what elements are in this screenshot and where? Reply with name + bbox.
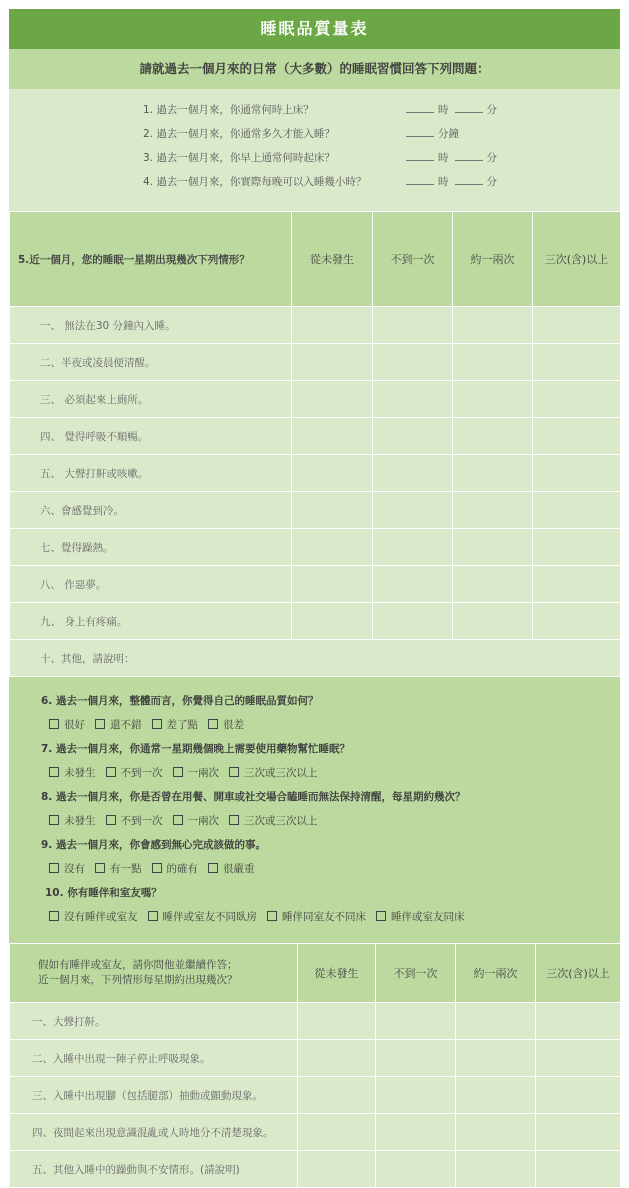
answer-cell[interactable] (292, 344, 373, 381)
column-header: 約一兩次 (456, 944, 536, 1003)
answer-cell[interactable] (292, 418, 373, 455)
checkbox-icon[interactable] (152, 719, 162, 729)
answer-cell[interactable] (453, 566, 533, 603)
table-row (10, 307, 621, 344)
answer-cell[interactable] (373, 381, 453, 418)
checkbox-icon[interactable] (267, 911, 277, 921)
answer-fields (400, 102, 497, 117)
options-row (49, 717, 254, 732)
row-label: 五、 大聲打鼾或咳嗽。 (10, 455, 292, 492)
checkbox-icon[interactable] (208, 863, 218, 873)
option[interactable] (267, 909, 366, 924)
question-text: 9. 過去一個月來，你會感到無心完成該做的事。 (41, 839, 266, 851)
option-label: 未發生 (64, 767, 96, 779)
table-row (10, 1040, 621, 1077)
question-text: 6. 過去一個月來，整體而言，你覺得自己的睡眠品質如何？ (41, 695, 319, 707)
answer-cell[interactable] (292, 529, 373, 566)
option[interactable] (229, 813, 318, 828)
column-header: 從未發生 (298, 944, 376, 1003)
answer-cell[interactable] (373, 418, 453, 455)
column-header: 不到一次 (376, 944, 456, 1003)
option[interactable] (173, 813, 220, 828)
answer-cell[interactable] (453, 307, 533, 344)
answer-cell[interactable] (298, 1003, 376, 1040)
answer-cell[interactable] (456, 1077, 536, 1114)
row-label: 二、半夜或凌晨便清醒。 (10, 344, 292, 381)
option-label: 三次或三次以上 (244, 767, 318, 779)
answer-cell[interactable] (536, 1151, 621, 1188)
answer-cell[interactable] (453, 603, 533, 640)
intro-question: 2. 過去一個月來，你通常多久才能入睡？ (143, 128, 335, 140)
option-label: 很差 (223, 719, 244, 731)
answer-cell[interactable] (536, 1040, 621, 1077)
checkbox-icon[interactable] (208, 719, 218, 729)
answer-cell[interactable] (376, 1151, 456, 1188)
form-subtitle: 請就過去一個月來的日常（大多數）的睡眠習慣回答下列問題： (9, 49, 620, 89)
checkbox-icon[interactable] (49, 815, 59, 825)
row-label: 六、會感覺到冷。 (10, 492, 292, 529)
option[interactable] (152, 861, 199, 876)
option-label: 未發生 (64, 815, 96, 827)
options-row (49, 861, 265, 876)
option-label: 一兩次 (187, 815, 219, 827)
answer-cell[interactable] (292, 307, 373, 344)
table-row (10, 1003, 621, 1040)
table-row (10, 1114, 621, 1151)
unit-label: 時 (438, 104, 449, 116)
answer-cell[interactable] (292, 455, 373, 492)
frequency-table-1 (9, 211, 621, 677)
row-label: 一、 無法在30 分鐘內入睡。 (10, 307, 292, 344)
answer-cell[interactable] (533, 603, 621, 640)
answer-cell[interactable] (533, 381, 621, 418)
answer-cell[interactable] (376, 1114, 456, 1151)
intro-question: 1. 過去一個月來，你通常何時上床？ (143, 104, 314, 116)
question-text: 7. 過去一個月來，你通常一星期幾個晚上需要使用藥物幫忙睡眠？ (41, 743, 350, 755)
answer-cell[interactable] (536, 1003, 621, 1040)
answer-cell[interactable] (456, 1151, 536, 1188)
checkbox-icon[interactable] (106, 767, 116, 777)
row-label: 三、入睡中出現腳（包括腿部）抽動或顫動現象。 (10, 1077, 298, 1114)
other-row (10, 640, 621, 677)
option-label: 沒有 (64, 863, 85, 875)
checkbox-icon[interactable] (49, 911, 59, 921)
answer-cell[interactable] (533, 344, 621, 381)
row-label: 一、大聲打鼾。 (10, 1003, 298, 1040)
answer-cell[interactable] (456, 1040, 536, 1077)
options-row (49, 765, 328, 780)
intro-question: 3. 過去一個月來，你早上通常何時起床？ (143, 152, 335, 164)
option[interactable] (95, 861, 142, 876)
checkbox-icon[interactable] (173, 767, 183, 777)
option[interactable] (152, 717, 199, 732)
checkbox-icon[interactable] (229, 767, 239, 777)
option-label: 沒有睡伴或室友 (64, 911, 138, 923)
option-label: 睡伴同室友不同床 (282, 911, 366, 923)
option-label: 一兩次 (187, 767, 219, 779)
option-label: 很好 (64, 719, 85, 731)
table2-question (10, 944, 298, 1003)
table-row (10, 566, 621, 603)
table-row (10, 492, 621, 529)
answer-blank[interactable] (455, 150, 483, 161)
option[interactable] (208, 861, 255, 876)
unit-label: 分 (486, 176, 497, 188)
answer-cell[interactable] (533, 529, 621, 566)
table1-question: 5.近一個月，您的睡眠一星期出現幾次下列情形？ (10, 212, 292, 307)
option[interactable] (106, 765, 163, 780)
answer-cell[interactable] (373, 455, 453, 492)
checkbox-icon[interactable] (106, 815, 116, 825)
multiple-choice-block (9, 677, 620, 943)
checkbox-icon[interactable] (152, 863, 162, 873)
column-header: 約一兩次 (453, 212, 533, 307)
answer-cell[interactable] (298, 1040, 376, 1077)
row-label: 二、入睡中出現一陣子停止呼吸現象。 (10, 1040, 298, 1077)
option[interactable] (229, 765, 318, 780)
option[interactable] (49, 813, 96, 828)
option-label: 很嚴重 (223, 863, 255, 875)
option-label: 不到一次 (120, 767, 163, 779)
option[interactable] (173, 765, 220, 780)
option[interactable] (148, 909, 258, 924)
answer-cell[interactable] (298, 1151, 376, 1188)
answer-cell[interactable] (376, 1040, 456, 1077)
checkbox-icon[interactable] (49, 863, 59, 873)
option-label: 三次或三次以上 (244, 815, 318, 827)
answer-cell[interactable] (373, 344, 453, 381)
options-row (49, 909, 475, 924)
column-header: 三次(含)以上 (533, 212, 621, 307)
checkbox-icon[interactable] (173, 815, 183, 825)
option-label: 睡伴或室友不同臥房 (162, 911, 257, 923)
table-row (10, 603, 621, 640)
form-title: 睡眠品質量表 (9, 9, 620, 49)
answer-cell[interactable] (373, 529, 453, 566)
option-label: 差了點 (166, 719, 198, 731)
column-header: 從未發生 (292, 212, 373, 307)
row-label: 八、 作惡夢。 (10, 566, 292, 603)
checkbox-icon[interactable] (49, 719, 59, 729)
option[interactable] (376, 909, 465, 924)
table-row (10, 344, 621, 381)
checkbox-icon[interactable] (148, 911, 158, 921)
answer-cell[interactable] (533, 492, 621, 529)
column-header: 不到一次 (373, 212, 453, 307)
answer-blank[interactable] (406, 174, 434, 185)
answer-cell[interactable] (533, 455, 621, 492)
row-label: 九、 身上有疼痛。 (10, 603, 292, 640)
unit-label: 分 (486, 104, 497, 116)
unit-label: 分 (486, 152, 497, 164)
option[interactable] (49, 765, 96, 780)
row-label: 四、 覺得呼吸不順暢。 (10, 418, 292, 455)
answer-cell[interactable] (292, 492, 373, 529)
answer-cell[interactable] (453, 529, 533, 566)
answer-cell[interactable] (373, 307, 453, 344)
question-text: 10. 你有睡伴和室友嗎？ (45, 887, 162, 899)
answer-cell[interactable] (376, 1077, 456, 1114)
answer-cell[interactable] (453, 418, 533, 455)
option[interactable] (49, 717, 85, 732)
option-label: 不到一次 (120, 815, 163, 827)
checkbox-icon[interactable] (229, 815, 239, 825)
column-header: 三次(含)以上 (536, 944, 621, 1003)
intro-questions (9, 89, 620, 211)
answer-cell[interactable] (536, 1114, 621, 1151)
table-row (10, 529, 621, 566)
answer-cell[interactable] (453, 455, 533, 492)
unit-label: 時 (438, 176, 449, 188)
answer-cell[interactable] (533, 566, 621, 603)
row-label: 五、其他入睡中的躁動與不安情形。(請說明) (10, 1151, 298, 1188)
checkbox-icon[interactable] (95, 863, 105, 873)
answer-blank[interactable] (406, 150, 434, 161)
answer-cell[interactable] (298, 1077, 376, 1114)
answer-cell[interactable] (298, 1114, 376, 1151)
answer-cell[interactable] (536, 1077, 621, 1114)
table-row (10, 1151, 621, 1188)
option-label: 的確有 (166, 863, 198, 875)
checkbox-icon[interactable] (95, 719, 105, 729)
option[interactable] (49, 909, 138, 924)
answer-cell[interactable] (456, 1003, 536, 1040)
table2-question-line2: 近一個月來，下列情形每星期約出現幾次？ (38, 974, 238, 986)
answer-blank[interactable] (455, 102, 483, 113)
answer-cell[interactable] (292, 566, 373, 603)
sleep-quality-form (9, 9, 620, 1188)
answer-cell[interactable] (533, 418, 621, 455)
checkbox-icon[interactable] (49, 767, 59, 777)
answer-fields (400, 150, 497, 165)
option[interactable] (106, 813, 163, 828)
answer-cell[interactable] (292, 603, 373, 640)
option[interactable] (95, 717, 142, 732)
row-label: 三、 必須起來上廁所。 (10, 381, 292, 418)
answer-cell[interactable] (533, 307, 621, 344)
answer-blank[interactable] (406, 102, 434, 113)
option[interactable] (208, 717, 244, 732)
answer-cell[interactable] (453, 381, 533, 418)
answer-blank[interactable] (455, 174, 483, 185)
options-row (49, 813, 328, 828)
option-label: 睡伴或室友同床 (391, 911, 465, 923)
answer-cell[interactable] (453, 344, 533, 381)
row-label: 七、覺得躁熱。 (10, 529, 292, 566)
table2-question-line1: 假如有睡伴或室友，請你問他並繼續作答； (38, 959, 238, 971)
answer-cell[interactable] (373, 566, 453, 603)
answer-cell[interactable] (376, 1003, 456, 1040)
answer-blank[interactable] (406, 126, 434, 137)
table-row (10, 1077, 621, 1114)
answer-cell[interactable] (456, 1114, 536, 1151)
answer-cell[interactable] (453, 492, 533, 529)
table-row (10, 381, 621, 418)
answer-cell[interactable] (373, 492, 453, 529)
option-label: 有一點 (110, 863, 142, 875)
option-label: 還不錯 (110, 719, 142, 731)
checkbox-icon[interactable] (376, 911, 386, 921)
option[interactable] (49, 861, 85, 876)
table-row (10, 418, 621, 455)
answer-fields (400, 126, 459, 141)
intro-question: 4. 過去一個月來，你實際每晚可以入睡幾小時？ (143, 176, 367, 188)
other-label[interactable]: 十、其他，請說明： (10, 640, 621, 677)
question-text: 8. 過去一個月來，你是否曾在用餐、開車或社交場合瞌睡而無法保持清醒，每星期約幾次？ (41, 791, 466, 803)
answer-fields (400, 174, 497, 189)
frequency-table-2 (9, 943, 621, 1188)
answer-cell[interactable] (292, 381, 373, 418)
row-label: 四、夜間起來出現意識混亂或人時地分不清楚現象。 (10, 1114, 298, 1151)
unit-label: 時 (438, 152, 449, 164)
answer-cell[interactable] (373, 603, 453, 640)
table-row (10, 455, 621, 492)
unit-label: 分鐘 (438, 128, 459, 140)
